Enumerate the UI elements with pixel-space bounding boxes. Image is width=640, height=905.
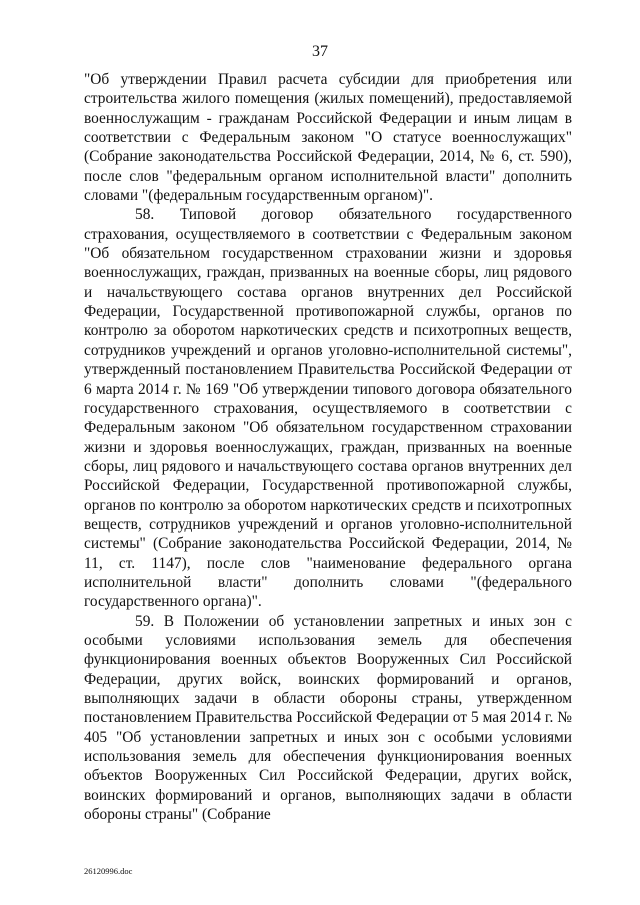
paragraph-59: 59. В Положении об установлении запретных и иных зон с особыми условиями использования земель для обеспечения функционирования военных объектов Вооруженных Сил Российской Федерации, других войск, воинских формирований и органов, выполняющих задачи в области обороны страны, утвержденном постановлением Правительства Российской Федерации от 5 мая 2014 г. № 405 "Об установлении запретных и иных зон с особыми условиями использования земель для обеспечения функционирования военных объектов Вооруженных Сил Российской Федерации, других войск, воинских формирований и органов, выполняющих задачи в области обороны страны" (Собрание [84, 612, 572, 824]
document-file-code: 26120996.doc [84, 866, 133, 876]
document-body [84, 70, 572, 824]
paragraph-continuation: "Об утверждении Правил расчета субсидии для приобретения или строительства жилого помещения (жилых помещений), предоставляемой военнослужащим - гражданам Российской Федерации и иным лицам в соответствии с Федеральным законом "О статусе военнослужащих" (Собрание законодательства Российской Федерации, 2014, № 6, ст. 590), после слов "федеральным органом исполнительной власти" дополнить словами "(федеральным государственным органом)". [84, 71, 572, 205]
page-number: 37 [312, 43, 328, 60]
paragraph-58: 58. Типовой договор обязательного государственного страхования, осуществляемого в соответствии с Федеральным законом "Об обязательном государственном страховании жизни и здоровья военнослужащих, граждан, призванных на военные сборы, лиц рядового и начальствующего состава органов внутренних дел Российской Федерации, Государственной противопожарной службы, органов по контролю за оборотом наркотических средств и психотропных веществ, сотрудников учреждений и органов уголовно-исполнительной системы", утвержденный постановлением Правительства Российской Федерации от 6 марта 2014 г. № 169 "Об утверждении типового договора обязательного государственного страхования, осуществляемого в соответствии с Федеральным законом "Об обязательном государственном страховании жизни и здоровья военнослужащих, граждан, призванных на военные сборы, лиц рядового и начальствующего состава органов внутренних дел Российской Федерации, Государственной противопожарной службы, органов по контролю за оборотом наркотических средств и психотропных веществ, сотрудников учреждений и органов уголовно-исполнительной системы" (Собрание законодательства Российской Федерации, 2014, № 11, ст. 1147), после слов "наименование федерального органа исполнительной власти" дополнить словами "(федерального государственного органа)". [84, 206, 572, 611]
